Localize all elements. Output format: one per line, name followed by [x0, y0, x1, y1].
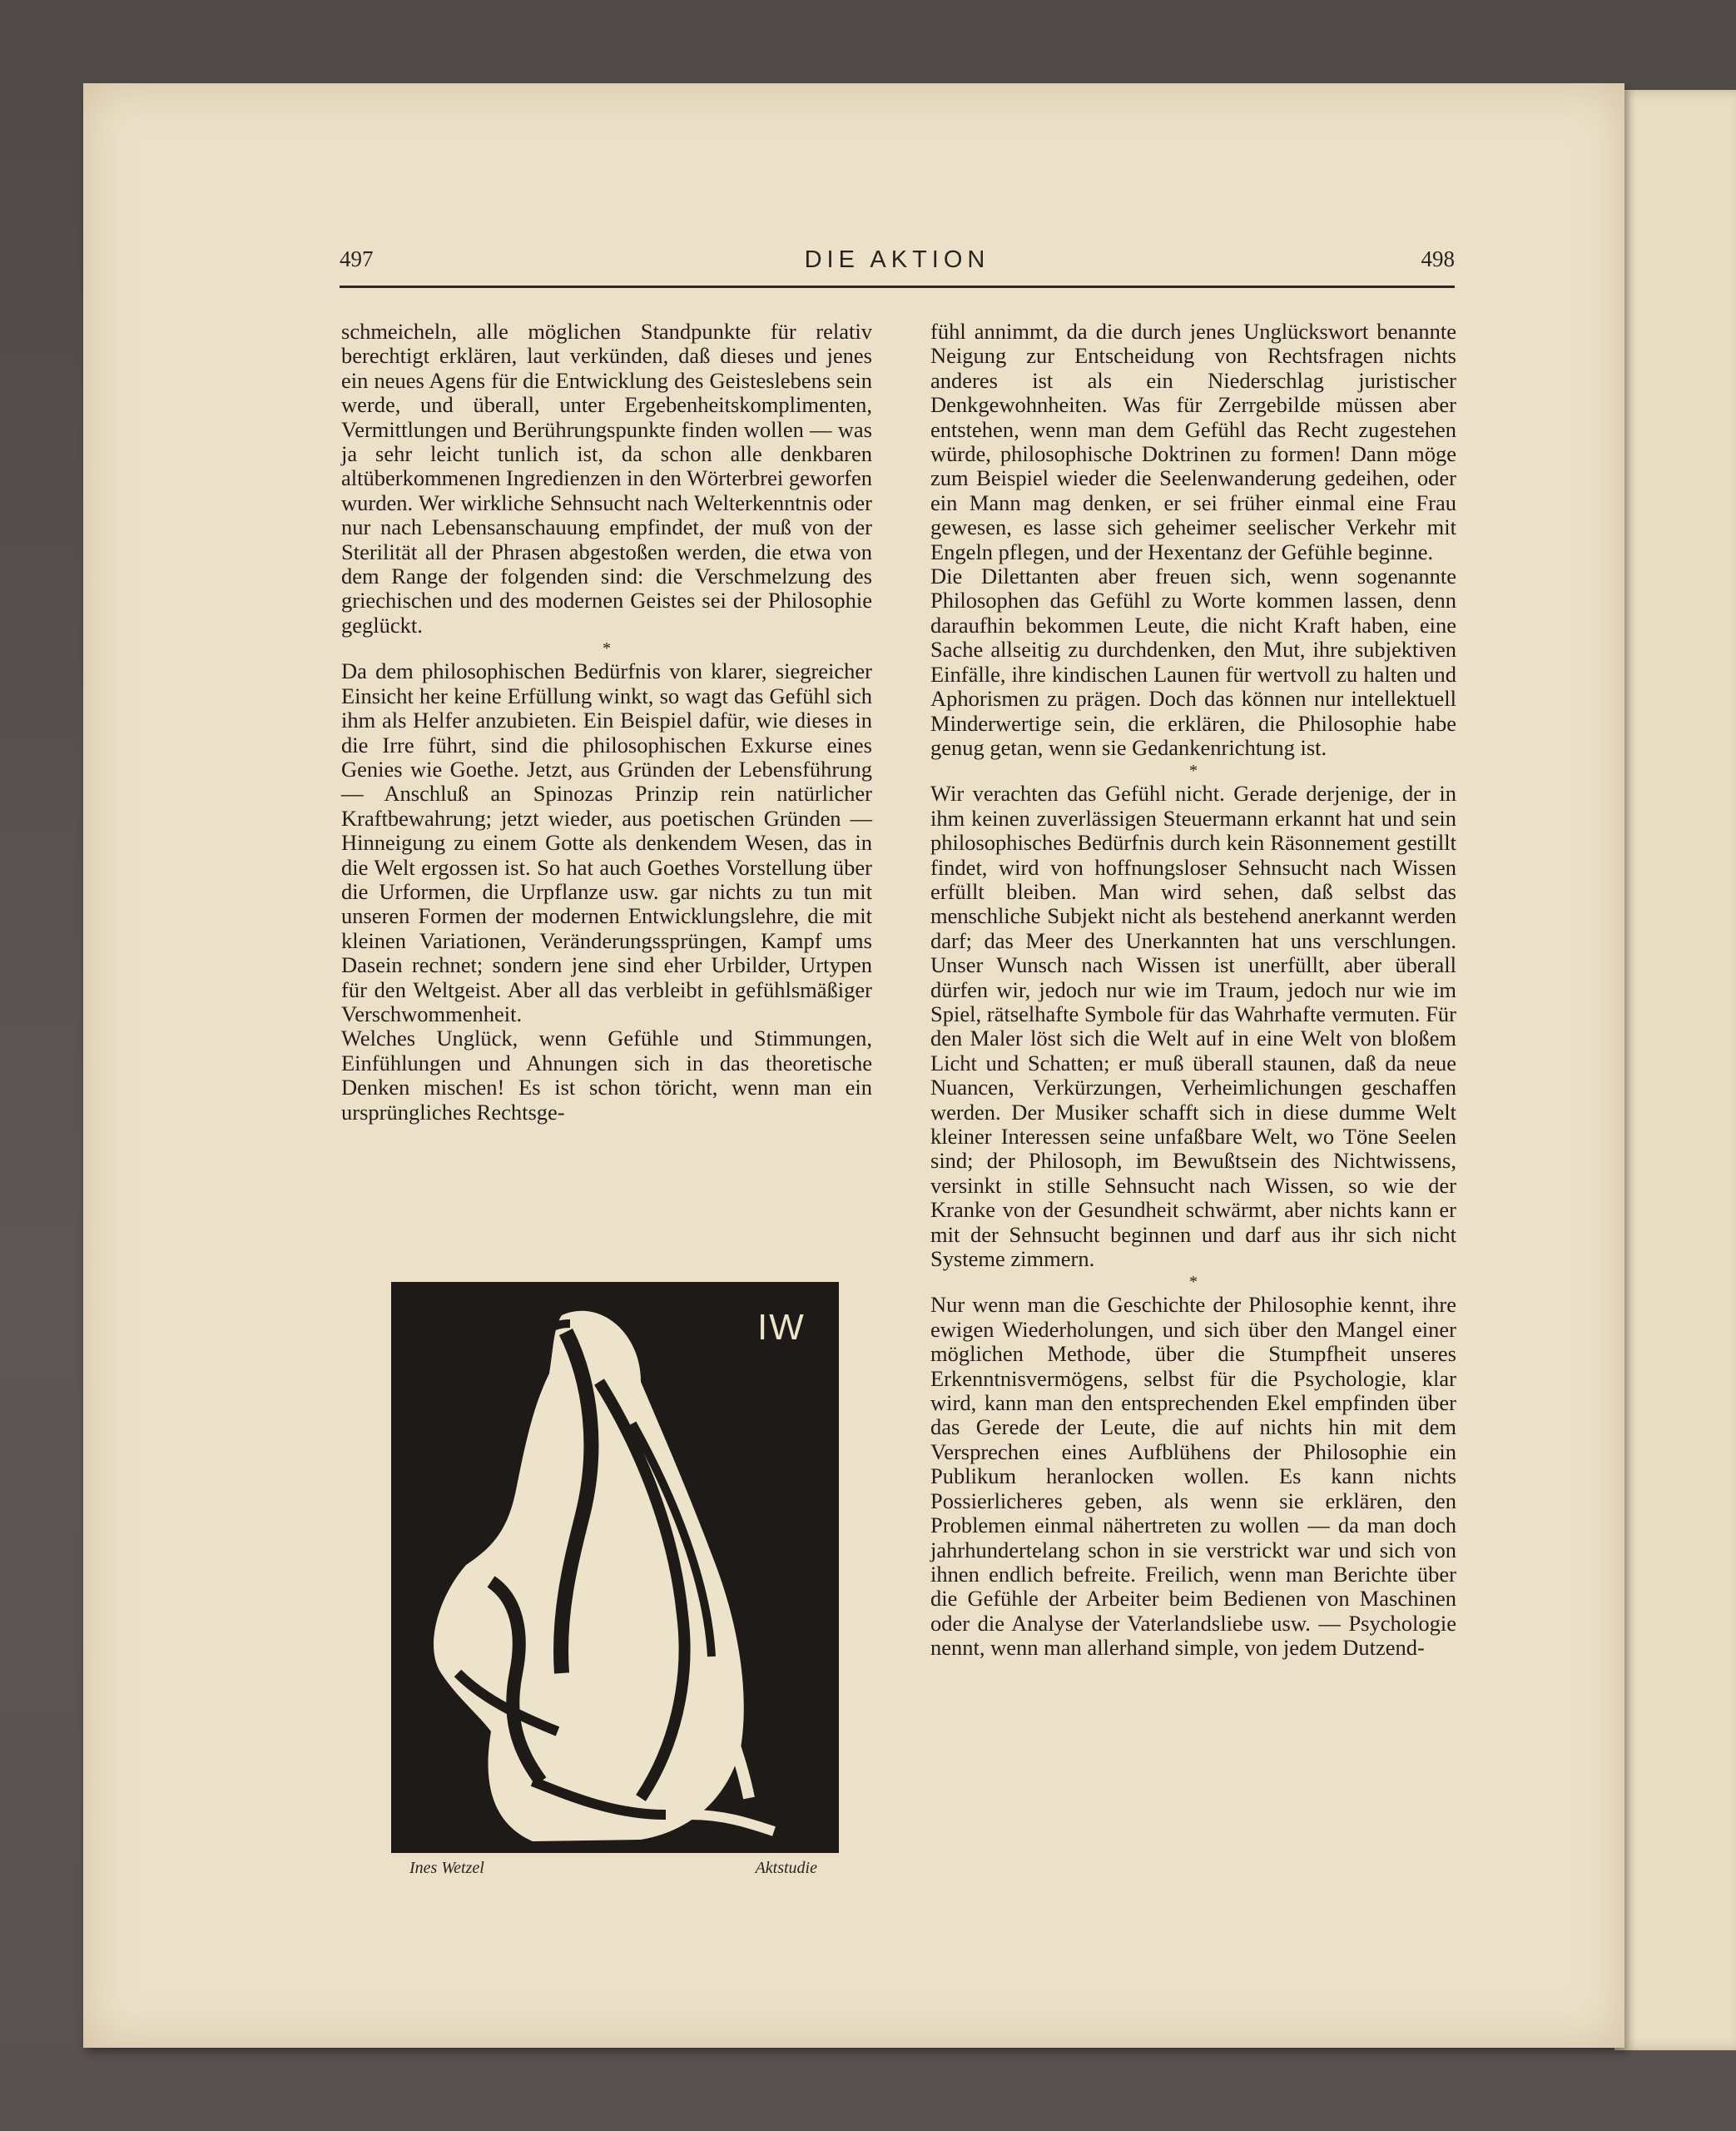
adjacent-page-edge — [1614, 90, 1736, 2050]
paragraph: Nur wenn man die Geschichte der Philosophie kennt, ihre ewigen Wiederholungen, und sich über den Mangel einer möglichen Methode, über die Stumpfheit unseres Erkenntnisvermögens, selbst für die Psychologie, klar wird, kann man den entsprechenden Ekel empfinden über das Gerede der Leute, die auf nichts hin mit dem Versprechen eines Aufblühens der Philosophie ein Publikum heranlocken wollen. Es kann nichts Possierlicheres geben, als wenn sie erklären, den Problemen einmal nähertreten zu wollen — da man doch jahrhundertelang schon in sie verstrickt war und sich von ihnen endlich befreite. Freilich, wenn man Berichte über die Gefühle der Arbeiter beim Bedienen von Maschinen oder die Analyse der Vaterlandsliebe usw. — Psychologie nennt, wenn man allerhand simple, von jedem Dutzend- — [930, 1292, 1456, 1661]
paragraph: Wir verachten das Gefühl nicht. Gerade derjenige, der in ihm keinen zuverlässigen Steuermann erkannt hat und sein philosophisches Bedürfnis durch kein Räsonnement gestillt findet, wird von hoffnungsloser Sehnsucht nach Wissen erfüllt bleiben. Man wird sehen, daß selbst das menschliche Subjekt nicht als bestehend anerkannt werden darf; das Meer des Unerkannten hat uns verschlungen. Unser Wunsch nach Wissen ist unerfüllt, aber überall dürfen wir, jedoch nur wie im Traum, jedoch nur wie im Spiel, rätselhafte Symbole für das Wahrhafte vermuten. Für den Maler löst sich die Welt auf in eine Welt von bloßem Licht und Schatten; er muß überall staunen, daß da neue Nuancen, Verkürzungen, Verheimlichungen geschaffen werden. Der Musiker schafft sich in diese dumme Welt kleiner Interessen seine unfaßbare Welt, wo Töne Seelen sind; der Philosoph, im Bewußtsein des Nichtwissens, versinkt in stille Sehnsucht nach Wissen, so wie der Kranke von der Gesundheit schwärmt, aber nichts kann er mit der Sehnsucht beginnen und darf aus ihr sich nicht Systeme zimmern. — [930, 781, 1456, 1272]
paragraph: Da dem philosophischen Bedürfnis von klarer, siegreicher Einsicht her keine Erfüllung winkt, so wagt das Gefühl sich ihm als Helfer anzubieten. Ein Beispiel dafür, wie dieses in die Irre führt, sind die philosophischen Exkurse eines Genies wie Goethe. Jetzt, aus Gründen der Lebensführung — Anschluß an Spinozas Prinzip rein natürlicher Kraftbewahrung; jetzt wieder, aus poetischen Gründen — Hinneigung zu einem Gotte als denkendem Wesen, das in die Welt ergossen ist. So hat auch Goethes Vorstellung über die Urformen, die Urpflanze usw. gar nichts zu tun mit unseren Formen der modernen Entwicklungslehre, die mit kleinen Variationen, Veränderungssprüngen, Kampf ums Dasein rechnet; sondern jene sind eher Urbilder, Urtypen für den Weltgeist. Aber all das verbleibt in gefühlsmäßiger Verschwommenheit. — [341, 658, 872, 1026]
section-separator: * — [1189, 762, 1198, 781]
masthead-title: DIE AKTION — [804, 246, 990, 273]
page-number-left: 497 — [340, 246, 374, 271]
section-separator: * — [603, 639, 611, 658]
artist-monogram: IW — [757, 1307, 806, 1348]
paragraph: fühl annimmt, da die durch jenes Unglückswort benannte Neigung zur Entscheidung von Rechtsfragen nichts anderes ist als ein Niederschlag juristischer Denkgewohnheiten. Was für Zerrgebilde müssen aber entstehen, wenn man dem Gefühl das Recht zugestehen würde, philosophische Doktrinen zu formen! Dann möge zum Beispiel wieder die Seelenwanderung gedeihen, oder ein Mann mag denken, er sei früher einmal eine Frau gewesen, es lasse sich geheimer seelischer Verkehr mit Engeln pflegen, und der Hexentanz der Gefühle beginne. — [930, 319, 1456, 564]
paragraph: schmeicheln, alle möglichen Standpunkte für relativ berechtigt erklären, laut verkünden, daß dieses und jenes ein neues Agens für die Entwicklung des Geisteslebens sein werde, und überall, unter Ergebenheitskomplimenten, Vermittlungen und Berührungspunkte finden wollen — was ja sehr leicht tunlich ist, da schon alle denkbaren altüberkommenen Ingredienzen in den Wörterbrei geworfen wurden. Wer wirkliche Sehnsucht nach Welterkenntnis oder nur nach Lebensanschauung empfindet, der muß von der Sterilität all der Phrasen abgestoßen werden, die etwa von dem Range der folgenden sind: die Verschmelzung des griechischen und des modernen Geistes sei der Philosophie geglückt. — [341, 319, 872, 638]
caption-title: Aktstudie — [755, 1859, 817, 1877]
paragraph: Die Dilettanten aber freuen sich, wenn sogenannte Philosophen das Gefühl zu Worte kommen lassen, denn daraufhin bekommen Leute, die nicht Kraft haben, eine Sache allseitig zu durchdenken, den Mut, ihre subjektiven Einfälle, ihre kindischen Launen für wertvoll zu halten und Aphorismen zu prägen. Doch das können nur intellektuell Minderwertige sein, die erklären, die Philosophie habe genug getan, wenn sie Gedankenrichtung ist. — [930, 564, 1456, 760]
figure-caption — [409, 1859, 817, 1884]
paragraph: Welches Unglück, wenn Gefühle und Stimmungen, Einfühlungen und Ahnungen sich in das theoretische Denken mischen! Es ist schon töricht, wenn man ein ursprüngliches Rechtsge- — [341, 1026, 872, 1125]
page-number-right: 498 — [1421, 246, 1455, 271]
header-rule — [340, 286, 1455, 288]
section-separator: * — [1189, 1273, 1198, 1292]
caption-artist: Ines Wetzel — [409, 1859, 484, 1877]
page-header — [340, 246, 1455, 286]
right-column — [930, 320, 1456, 1661]
left-column — [341, 320, 872, 1125]
woodcut-illustration — [391, 1282, 839, 1853]
